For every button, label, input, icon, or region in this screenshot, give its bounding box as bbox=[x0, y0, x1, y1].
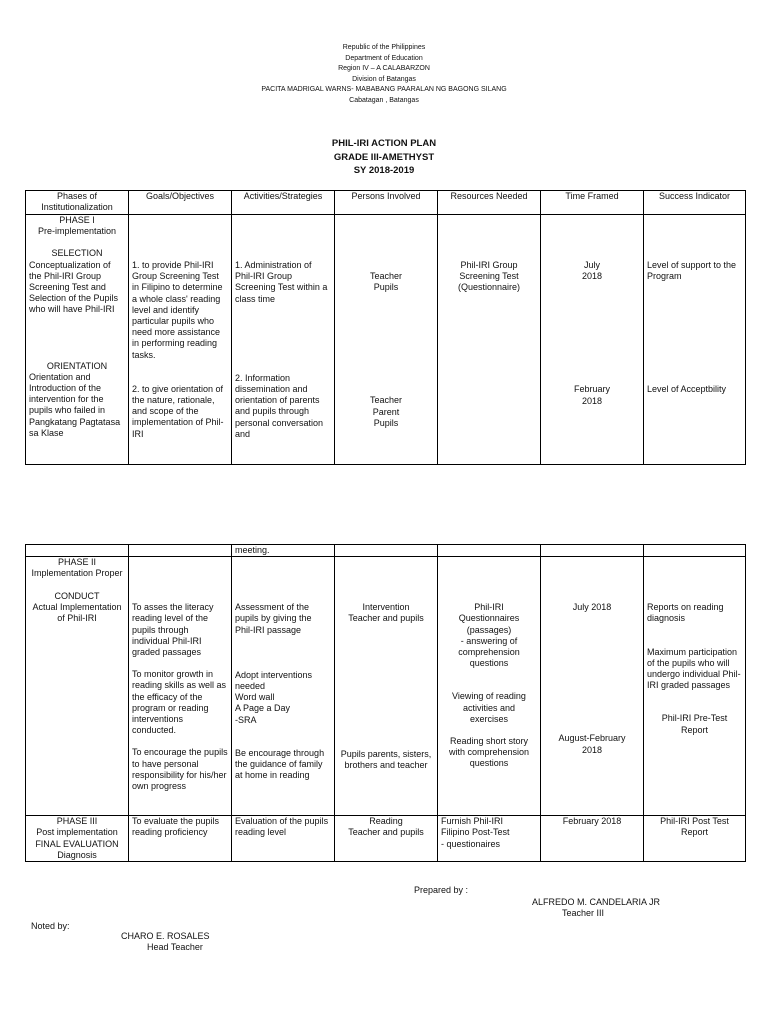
time-text: 2018 bbox=[581, 744, 603, 755]
resource-text: (passages) bbox=[466, 624, 512, 635]
resource-text: Reading short story bbox=[449, 736, 529, 747]
resource-text: Questionnaires bbox=[458, 613, 520, 624]
phase-subtitle: Implementation Proper bbox=[31, 568, 123, 579]
table-row bbox=[26, 557, 746, 816]
goal-text: To monitor growth in reading skills as well as the efficacy of the program or reading interventions conducted. bbox=[132, 669, 227, 736]
letterhead-line: Division of Batangas bbox=[352, 75, 416, 83]
indicator-text: Reports on reading diagnosis bbox=[647, 602, 724, 624]
activity-text: Adopt interventions needed bbox=[235, 669, 313, 692]
stage-description: Actual Implementation of Phil-IRI bbox=[32, 601, 122, 624]
time-cell bbox=[541, 215, 644, 465]
stage-title: FINAL EVALUATION bbox=[35, 838, 119, 849]
time-text: 2018 bbox=[581, 271, 603, 282]
table-header-row bbox=[26, 191, 746, 215]
indicator-text: Level of support to the Program bbox=[647, 260, 737, 282]
title-line: PHIL-IRI ACTION PLAN bbox=[331, 138, 437, 149]
noted-by-label: Noted by: bbox=[31, 921, 70, 931]
time-cell bbox=[541, 557, 644, 816]
noted-by-name: CHARO E. ROSALES bbox=[121, 931, 210, 941]
activity-text: meeting. bbox=[232, 545, 335, 557]
activities-cell bbox=[232, 215, 335, 465]
activity-text: 1. Administration of Phil-IRI Group Screening Test within a class time bbox=[235, 260, 328, 304]
resource-text: exercises bbox=[469, 713, 508, 724]
action-plan-table-part-2 bbox=[25, 544, 746, 862]
time-text: August-February bbox=[558, 733, 626, 744]
prepared-by-label: Prepared by : bbox=[414, 885, 469, 895]
noted-by-position: Head Teacher bbox=[147, 942, 203, 952]
resource-text: activities and bbox=[462, 702, 516, 713]
resource-text: Phil-IRI bbox=[474, 602, 504, 613]
table-row bbox=[26, 816, 746, 862]
stage-title: CONDUCT bbox=[54, 590, 100, 601]
activity-text: A Page a Day bbox=[235, 703, 291, 714]
resource-text: Phil-IRI Group bbox=[460, 260, 518, 270]
persons-cell bbox=[335, 557, 438, 816]
time-text: February bbox=[573, 384, 610, 395]
indicator-cell bbox=[644, 816, 746, 862]
action-plan-table-part-1 bbox=[25, 190, 746, 465]
indicator-text: Phil-IRI Pre-Test bbox=[661, 713, 728, 724]
stage-title: ORIENTATION bbox=[46, 360, 108, 371]
resource-text: comprehension bbox=[458, 647, 520, 658]
time-text: 2018 bbox=[581, 395, 603, 406]
goals-cell bbox=[129, 215, 232, 465]
phase-subtitle: Pre-implementation bbox=[37, 226, 117, 237]
indicator-text: Maximum participation of the pupils who will undergo individual Phil-IRI graded passages bbox=[647, 646, 741, 691]
stage-description: Conceptualization of the Phil-IRI Group Screening Test and Selection of the Pupils who will have Phil-IRI bbox=[29, 259, 119, 315]
indicator-text: Level of Acceptbility bbox=[647, 384, 727, 395]
stage-description: Diagnosis bbox=[57, 849, 97, 860]
activity-text: 2. Information dissemination and orientation of parents and pupils through personal conversation and bbox=[235, 372, 324, 439]
phase-title: PHASE I bbox=[59, 215, 95, 225]
stage-title: SELECTION bbox=[51, 248, 103, 259]
person-text: Intervention bbox=[362, 602, 410, 613]
resource-text: - questionaires bbox=[441, 838, 501, 849]
person-text: Teacher bbox=[369, 395, 403, 406]
letterhead-line: Department of Education bbox=[345, 54, 423, 62]
column-header: Activities/Strategies bbox=[232, 191, 335, 215]
phase-cell bbox=[26, 557, 129, 816]
person-text: Pupils bbox=[373, 417, 399, 428]
document-title bbox=[0, 137, 768, 178]
resource-text: questions bbox=[469, 658, 509, 669]
column-header: Success Indicator bbox=[644, 191, 746, 215]
resource-text: Furnish Phil-IRI bbox=[441, 816, 504, 827]
prepared-by-position: Teacher III bbox=[562, 908, 605, 918]
indicator-cell bbox=[644, 557, 746, 816]
goal-text: To evaluate the pupils reading proficiency bbox=[132, 816, 220, 838]
resource-text: Filipino Post-Test bbox=[441, 827, 510, 838]
indicator-text: Phil-IRI Post Test bbox=[660, 816, 729, 827]
activities-cell bbox=[232, 816, 335, 862]
indicator-text: Report bbox=[680, 724, 708, 735]
person-text: Teacher and pupils bbox=[348, 613, 424, 624]
phase-cell bbox=[26, 215, 129, 465]
indicator-cell bbox=[644, 215, 746, 465]
person-text: Teacher bbox=[369, 271, 403, 281]
resource-text: questions bbox=[469, 758, 509, 769]
goals-cell bbox=[129, 816, 232, 862]
column-header: Persons Involved bbox=[335, 191, 438, 215]
activity-text: Assessment of the pupils by giving the Phil-IRI passage bbox=[235, 602, 312, 635]
resource-text: - answering of bbox=[460, 635, 518, 646]
goals-cell bbox=[129, 557, 232, 816]
activity-text: Be encourage through the guidance of family at home in reading bbox=[235, 747, 325, 781]
title-line: GRADE III-AMETHYST bbox=[333, 151, 435, 163]
time-text: July bbox=[583, 260, 600, 270]
column-header: Goals/Objectives bbox=[129, 191, 232, 215]
goal-text: 2. to give orientation of the nature, rationale, and scope of the implementation of Phil-IRI bbox=[132, 383, 224, 439]
title-line: SY 2018-2019 bbox=[353, 165, 415, 176]
persons-cell bbox=[335, 215, 438, 465]
letterhead bbox=[0, 43, 768, 106]
resource-text: (Questionnaire) bbox=[457, 282, 521, 293]
time-text: July 2018 bbox=[572, 602, 612, 613]
prepared-by-name: ALFREDO M. CANDELARIA JR bbox=[532, 897, 661, 907]
time-cell bbox=[541, 816, 644, 862]
column-header: Phases of Institutionalization bbox=[26, 191, 129, 215]
phase-subtitle: Post implementation bbox=[36, 827, 118, 838]
phase-cell bbox=[26, 816, 129, 862]
phase-title: PHASE II bbox=[57, 557, 96, 568]
person-text: Parent bbox=[372, 406, 400, 417]
column-header: Resources Needed bbox=[438, 191, 541, 215]
person-text: Teacher and pupils bbox=[348, 827, 424, 838]
activities-cell bbox=[232, 557, 335, 816]
column-header: Time Framed bbox=[541, 191, 644, 215]
persons-cell bbox=[335, 816, 438, 862]
person-text: Pupils bbox=[373, 282, 399, 293]
indicator-text: Report bbox=[680, 827, 708, 838]
resources-cell bbox=[438, 816, 541, 862]
person-text: Pupils parents, sisters, brothers and teacher bbox=[340, 748, 432, 770]
letterhead-line: Region IV – A CALABARZON bbox=[338, 65, 430, 72]
goal-text: 1. to provide Phil-IRI Group Screening Test in Filipino to determine a whole class' reading level and identify particular pupils who need more assistance in performing reading tasks. bbox=[132, 260, 223, 360]
time-text: February 2018 bbox=[562, 816, 622, 827]
stage-description: Orientation and Introduction of the intervention for the pupils who failed in Pangkatang Pagtatasa sa Klase bbox=[29, 371, 121, 438]
goal-text: To asses the literacy reading level of the pupils through individual Phil-IRI graded passages bbox=[132, 602, 214, 658]
letterhead-line: Republic of the Philippines bbox=[342, 44, 426, 51]
table-row bbox=[26, 215, 746, 465]
resources-cell bbox=[438, 215, 541, 465]
activity-text: -SRA bbox=[235, 714, 257, 725]
activity-text: Word wall bbox=[235, 692, 275, 703]
letterhead-line: PACITA MADRIGAL WARNS- MABABANG PAARALAN NG BAGONG SILANG bbox=[261, 86, 507, 93]
resource-text: with comprehension bbox=[448, 747, 530, 758]
table-row bbox=[26, 545, 746, 557]
letterhead-line: Cabatagan , Batangas bbox=[349, 96, 419, 104]
person-text: Reading bbox=[369, 816, 403, 827]
activity-text: Evaluation of the pupils reading level bbox=[235, 816, 329, 838]
phase-title: PHASE III bbox=[56, 816, 98, 827]
resources-cell bbox=[438, 557, 541, 816]
goal-text: To encourage the pupils to have personal responsibility for his/her own progress bbox=[132, 747, 228, 792]
resource-text: Screening Test bbox=[459, 271, 519, 282]
resource-text: Viewing of reading bbox=[452, 691, 526, 702]
